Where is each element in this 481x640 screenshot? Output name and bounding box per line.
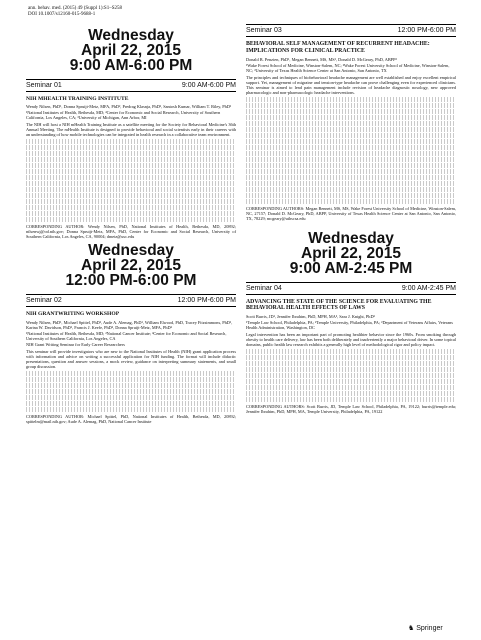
seminar-bar-03: Seminar 03 12:00 PM-6:00 PM: [246, 24, 456, 37]
left-column: [26, 24, 236, 426]
right-column: [246, 24, 456, 416]
journal-header: [28, 6, 122, 18]
doi: DOI 10.1007/s12160-015-9688-1: [28, 12, 96, 17]
seminar-bar-01: Seminar 01 9:00 AM-6:00 PM: [26, 79, 236, 92]
day-heading-1: Wednesday April 22, 2015 9:00 AM-6:00 PM: [69, 27, 193, 74]
corresponding-author: CORRESPONDING AUTHORS: Megan Bennett, MS, MS, Wake Forest University School of Medicine, Winston-Salem, NC, 27157; Donald D. McGeary, PhD, ABPP, University of Texas Health Science Center at San Antonio, San Antonio, TX, 78229; mcgeary@uthscsa.edu: [246, 205, 456, 221]
seminar-affiliations: ¹National Institutes of Health, Bethesda, MD; ²Center for Economic and Social Research, University of Southern California, Los Angeles, CA; ³University of Michigan, Ann Arbor, MI: [26, 110, 221, 121]
seminar-abstract: Legal intervention has been an important part of promoting healthier behavior since the 1960s. From smoking through obesity to health care delivery, law has been both deliberately and inadvertently a major behavioral driver. In some topical domains, public health law research exhibits a generally high level of methodological rigor and policy impact.: [246, 332, 456, 348]
springer-horse-icon: ♞: [408, 625, 415, 632]
corresponding-author: CORRESPONDING AUTHOR: Michael Spittel, PhD, National Institutes of Health, Bethesda, MD, 20892; spittelm@mail.nih.gov; Aude A. Alemag, PhD, National Cancer Institute: [26, 413, 236, 424]
day-heading-2: Wednesday April 22, 2015 12:00 PM-6:00 PM: [65, 242, 197, 290]
seminar-abstract: The NIH will host a NIH mHealth Training Institute as a satellite meeting for the Society for Behavioral Medicine's 36th Annual Meeting. The mHealth Institute is designed to provide behavioral and social scientists early in their careers with an understanding of how mobile technologies can be integrated in health research in a collaborative team environment.: [26, 122, 236, 138]
seminar-bar-04: Seminar 04 9:00 AM-2:45 PM: [246, 282, 456, 295]
corresponding-author: CORRESPONDING AUTHOR: Wendy Nilsen, PhD, National Institutes of Health, Bethesda, MD, 20892; nilsenwj@od.nih.gov; Donna Spruijt-Metz, MFA, PhD, Center for Economic and Social Research, University of Southern California, Los Angeles, CA, 90004; dmetz@usc.edu: [26, 224, 236, 240]
journal-citation: ann. behav. med. (2015) 49 (Suppl 1):S1–S258: [28, 6, 122, 11]
seminar-authors: Wendy Nilsen, PhD¹, Donna Spruijt-Metz, MFA, PhD², Predrag Klasnja, PhD³, Santosh Kumar, William T. Riley, PhD¹: [26, 104, 232, 110]
seminar-affiliations: ¹Temple Law School, Philadelphia, PA; ²Temple University, Philadelphia, PA; ³Department of Veterans Affairs, Veterans Health Administration, Washington, DC: [246, 320, 453, 331]
seminar-title: BEHAVIORAL SELF MANAGEMENT OF RECURRENT HEADACHE: IMPLICATIONS FOR CLINICAL PRACTICE: [246, 41, 430, 54]
seminar-title: NIH GRANTWRITING WORKSHOP: [26, 311, 120, 318]
seminar-authors: Donald B. Penzien, PhD¹, Megan Bennett, MS, MS¹, Donald D. McGeary, PhD, ABPP²: [246, 56, 397, 62]
seminar-title: NIH MHEALTH TRAINING INSTITUTE: [26, 96, 129, 102]
seminar-affiliations: ¹Wake Forest School of Medicine, Winston-Salem, NC; ²Wake Forest University School of Medicine, Winston-Salem, NC; ³University of Texas Health Science Center at San Antonio, San Antonio, TX: [246, 62, 450, 73]
publisher-logo: ♞ Springer: [408, 625, 443, 632]
seminar-bar-02: Seminar 02 12:00 PM-6:00 PM: [26, 294, 236, 307]
corresponding-author: CORRESPONDING AUTHORS: Scott Burris, JD, Temple Law School, Philadelphia, PA, 19122; burris@temple.edu; Jennifer Ibrahim, PhD, MPH, MA, Temple University, Philadelphia, PA, 19122: [246, 404, 456, 415]
seminar-authors: Wendy Nilsen, PhD¹, Michael Spittel, PhD¹, Aude A. Alemag, PhD¹, William Elwood, PhD, Tracey Fitzsimmons, PhD¹, Karina W. Davidson, PhD¹, Francis J. Keefe, PhD², Donna Spruijt-Metz, MFA, PhD³: [26, 319, 233, 330]
seminar-title: ADVANCING THE STATE OF THE SCIENCE FOR EVALUATING THE BEHAVIORAL HEALTH EFFECTS OF LAWS: [246, 298, 432, 312]
seminar-abstract: The principles and techniques of biobehavioral headache management are well established and enjoy excellent empirical support. Yet, management of migraine and tension-type headache can prove challenging even for experienced clinicians. This seminar is aimed to lend pain management include revision of headache diagnostic nosology, new approved pharmacologic and non-pharmacologic headache interventions.: [246, 74, 456, 95]
seminar-subtitle: NIH Grant Writing Seminar for Early Career Researchers: [26, 341, 125, 347]
seminar-authors: Scott Burris, JD¹, Jennifer Ibrahim, PhD, MPH, MA², Sara J. Knight, PhD³: [246, 314, 375, 320]
day-heading-3: Wednesday April 22, 2015 9:00 AM-2:45 PM: [289, 229, 413, 277]
seminar-abstract: This seminar will provide investigators who are new to the National Institutes of Health (NIH) grant application process with information and advice on writing a successful application for NIH funding. The format will include didactic presentations, question and answer sessions, a mock review, guidance on interpreting summary statements, and small group discussion.: [26, 348, 236, 369]
seminar-affiliations: ¹National Institutes of Health, Bethesda, MD; ²National Cancer Institute; ³Center for Economic and Social Research, University of Southern California, Los Angeles, CA: [26, 330, 227, 341]
